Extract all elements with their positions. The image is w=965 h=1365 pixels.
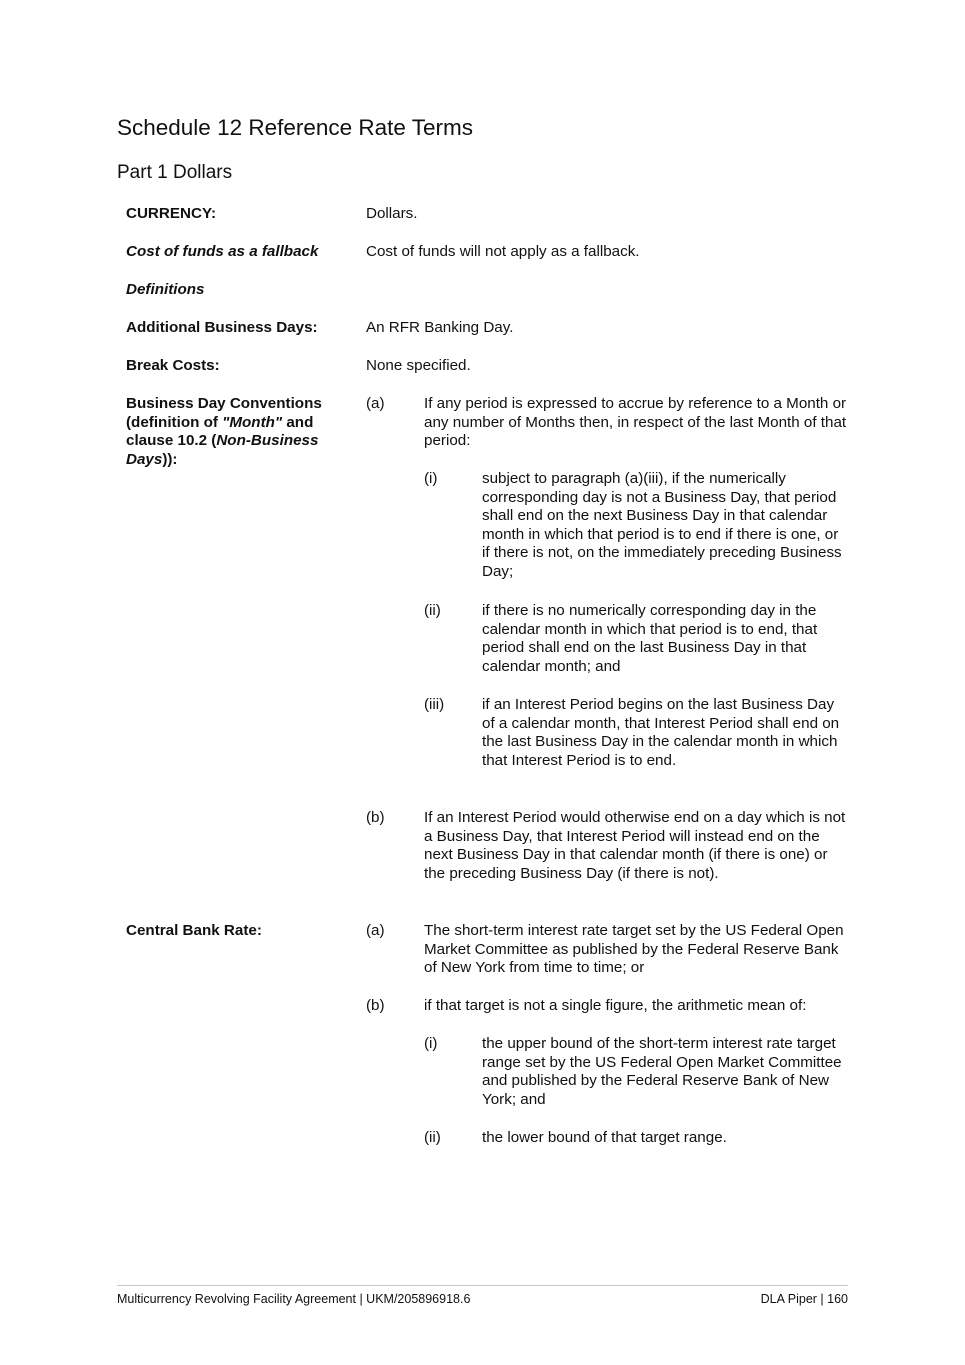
bdc-iii-text: if an Interest Period begins on the last Business Day of a calendar month, that Interest Period shall end on the last Business Day in the calendar month in which that Interest Period is to end. [482,696,840,769]
cbr-b-text: if that target is not a single figure, the arithmetic mean of: [424,997,807,1014]
bdc-ii-label: (ii) [424,602,441,619]
bdc-b-label: (b) [366,809,385,826]
cbr-ii-label: (ii) [424,1129,441,1146]
cbr-b-label: (b) [366,997,385,1014]
term-bdc-part-a: Business Day Conventions (definition of [126,395,322,431]
value-cost-of-funds: Cost of funds will not apply as a fallback. [366,243,640,260]
term-bdc-part-e: )): [162,450,178,468]
term-business-day-conventions [126,395,341,469]
footer-divider [117,1285,848,1286]
bdc-i-text: subject to paragraph (a)(iii), if the numerically corresponding day is not a Business Day, that period shall end on the next Business Day in that calendar month in which that period is to end if there is one, or if there is not, on the immediately preceding Business Day; [482,470,842,580]
part-heading: Part 1 Dollars [117,162,233,183]
value-currency: Dollars. [366,205,418,222]
cbr-a-label: (a) [366,922,385,939]
term-central-bank-rate: Central Bank Rate: [126,922,262,939]
cbr-ii-text: the lower bound of that target range. [482,1129,727,1146]
schedule-heading: Schedule 12 Reference Rate Terms [117,115,474,140]
bdc-ii-text: if there is no numerically corresponding day in the calendar month in which that period is to end, that period shall end on the last Business Day in that calendar month; and [482,602,818,675]
bdc-iii-label: (iii) [424,696,445,713]
value-additional-business-days: An RFR Banking Day. [366,319,514,336]
bdc-i-label: (i) [424,470,438,487]
cbr-i-label: (i) [424,1035,438,1052]
bdc-a-text: If any period is expressed to accrue by reference to a Month or any number of Months then, in respect of the last Month of that period: [424,395,847,450]
term-cost-of-funds: Cost of funds as a fallback [126,243,319,260]
value-break-costs: None specified. [366,357,471,374]
term-bdc-non-business-days: Non-Business Days [126,432,319,468]
bdc-a-label: (a) [366,395,385,412]
term-definitions: Definitions [126,281,205,298]
term-additional-business-days: Additional Business Days: [126,319,318,336]
footer-page-number: DLA Piper | 160 [760,1292,848,1306]
cbr-i-text: the upper bound of the short-term interest rate target range set by the US Federal Open Market Committee and published by the Federal Reserve Bank of New York; and [482,1035,842,1108]
term-bdc-part-c: and clause 10.2 ( [126,413,314,450]
term-break-costs: Break Costs: [126,357,220,374]
term-bdc-month: "Month" [222,413,283,431]
cbr-a-text: The short-term interest rate target set by the US Federal Open Market Committee as published by the Federal Reserve Bank of New York from time to time; or [424,922,844,977]
footer-document-title: Multicurrency Revolving Facility Agreement | UKM/205896918.6 [117,1292,471,1306]
term-currency: CURRENCY: [126,205,216,222]
bdc-b-text: If an Interest Period would otherwise end on a day which is not a Business Day, that Interest Period will instead end on the next Business Day in that calendar month (if there is one) or the preceding Business Day (if there is not). [424,809,846,882]
